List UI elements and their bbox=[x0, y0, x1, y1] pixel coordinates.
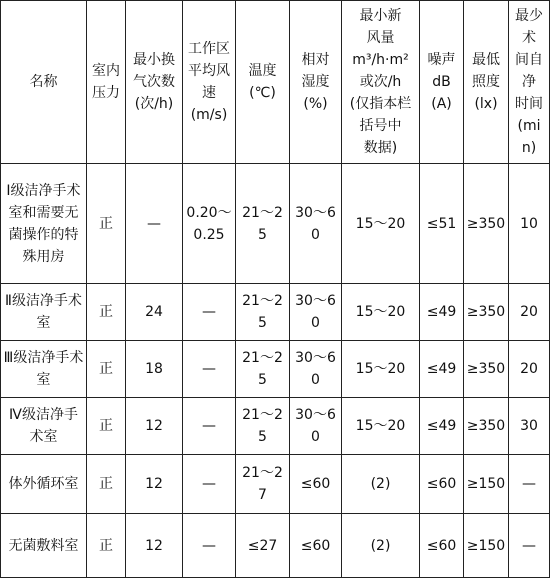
header-noise: 噪声 dB (A) bbox=[420, 1, 464, 164]
header-min-illuminance: 最低 照度 (lx) bbox=[464, 1, 509, 164]
cell-self-clean-time: 30 bbox=[509, 398, 550, 455]
table-row bbox=[1, 284, 550, 341]
cell-illuminance: ≥150 bbox=[464, 455, 509, 514]
table-row bbox=[1, 398, 550, 455]
cell-fresh-air: 15～20 bbox=[342, 398, 420, 455]
cell-self-clean-time: — bbox=[509, 514, 550, 578]
cell-air-changes: 24 bbox=[126, 284, 183, 341]
cell-name: 无菌敷料室 bbox=[1, 514, 87, 578]
cell-name: Ⅳ级洁净手术室 bbox=[1, 398, 87, 455]
cell-name: Ⅰ级洁净手术室和需要无菌操作的特殊用房 bbox=[1, 164, 87, 284]
table-row bbox=[1, 164, 550, 284]
cell-name: Ⅱ级洁净手术室 bbox=[1, 284, 87, 341]
header-relative-humidity: 相对 湿度 (%) bbox=[290, 1, 342, 164]
header-temperature: 温度 (℃) bbox=[236, 1, 290, 164]
cell-name: 体外循环室 bbox=[1, 455, 87, 514]
table-header bbox=[1, 1, 550, 164]
cell-pressure: 正 bbox=[87, 284, 126, 341]
cell-self-clean-time: 10 bbox=[509, 164, 550, 284]
cell-pressure: 正 bbox=[87, 398, 126, 455]
cell-fresh-air: (2) bbox=[342, 514, 420, 578]
cell-temperature: 21～25 bbox=[236, 164, 290, 284]
table-row bbox=[1, 341, 550, 398]
cell-temperature: 21～25 bbox=[236, 398, 290, 455]
header-name: 名称 bbox=[1, 1, 87, 164]
cell-air-velocity: — bbox=[183, 284, 236, 341]
header-min-fresh-air: 最小新 风量 m³/h·m² 或次/h (仅指本栏 括号中 数据) bbox=[342, 1, 420, 164]
cell-fresh-air: 15～20 bbox=[342, 164, 420, 284]
table-row bbox=[1, 514, 550, 578]
cell-illuminance: ≥150 bbox=[464, 514, 509, 578]
cell-noise: ≤60 bbox=[420, 455, 464, 514]
cell-air-changes: 12 bbox=[126, 398, 183, 455]
cell-air-velocity: — bbox=[183, 341, 236, 398]
cell-name: Ⅲ级洁净手术室 bbox=[1, 341, 87, 398]
cell-noise: ≤60 bbox=[420, 514, 464, 578]
cell-air-velocity: — bbox=[183, 514, 236, 578]
cell-humidity: 30～60 bbox=[290, 398, 342, 455]
cell-humidity: 30～60 bbox=[290, 341, 342, 398]
cell-temperature: ≤27 bbox=[236, 514, 290, 578]
cell-illuminance: ≥350 bbox=[464, 284, 509, 341]
table-row bbox=[1, 455, 550, 514]
cell-self-clean-time: 20 bbox=[509, 341, 550, 398]
cell-illuminance: ≥350 bbox=[464, 398, 509, 455]
cell-pressure: 正 bbox=[87, 164, 126, 284]
table-body bbox=[1, 164, 550, 578]
cell-humidity: 30～60 bbox=[290, 284, 342, 341]
cell-temperature: 21～27 bbox=[236, 455, 290, 514]
cell-humidity: 30～60 bbox=[290, 164, 342, 284]
cell-air-changes: 12 bbox=[126, 455, 183, 514]
cell-noise: ≤49 bbox=[420, 398, 464, 455]
cell-self-clean-time: 20 bbox=[509, 284, 550, 341]
cell-air-velocity: — bbox=[183, 455, 236, 514]
cell-humidity: ≤60 bbox=[290, 455, 342, 514]
cell-noise: ≤49 bbox=[420, 284, 464, 341]
header-self-clean-time: 最少术 间自净 时间 (min) bbox=[509, 1, 550, 164]
cell-pressure: 正 bbox=[87, 455, 126, 514]
cell-pressure: 正 bbox=[87, 514, 126, 578]
cell-humidity: ≤60 bbox=[290, 514, 342, 578]
cell-temperature: 21～25 bbox=[236, 341, 290, 398]
header-room-pressure: 室内 压力 bbox=[87, 1, 126, 164]
cell-air-changes: 18 bbox=[126, 341, 183, 398]
cell-self-clean-time: — bbox=[509, 455, 550, 514]
cell-fresh-air: 15～20 bbox=[342, 341, 420, 398]
header-min-air-changes: 最小换 气次数 (次/h) bbox=[126, 1, 183, 164]
cell-temperature: 21～25 bbox=[236, 284, 290, 341]
header-row bbox=[1, 1, 550, 164]
cell-air-changes: — bbox=[126, 164, 183, 284]
cell-noise: ≤51 bbox=[420, 164, 464, 284]
cell-illuminance: ≥350 bbox=[464, 341, 509, 398]
cell-fresh-air: 15～20 bbox=[342, 284, 420, 341]
cell-pressure: 正 bbox=[87, 341, 126, 398]
header-avg-air-velocity: 工作区 平均风 速 (m/s) bbox=[183, 1, 236, 164]
cell-air-changes: 12 bbox=[126, 514, 183, 578]
cell-air-velocity: — bbox=[183, 398, 236, 455]
cell-air-velocity: 0.20～ 0.25 bbox=[183, 164, 236, 284]
cell-noise: ≤49 bbox=[420, 341, 464, 398]
cell-fresh-air: (2) bbox=[342, 455, 420, 514]
cell-illuminance: ≥350 bbox=[464, 164, 509, 284]
